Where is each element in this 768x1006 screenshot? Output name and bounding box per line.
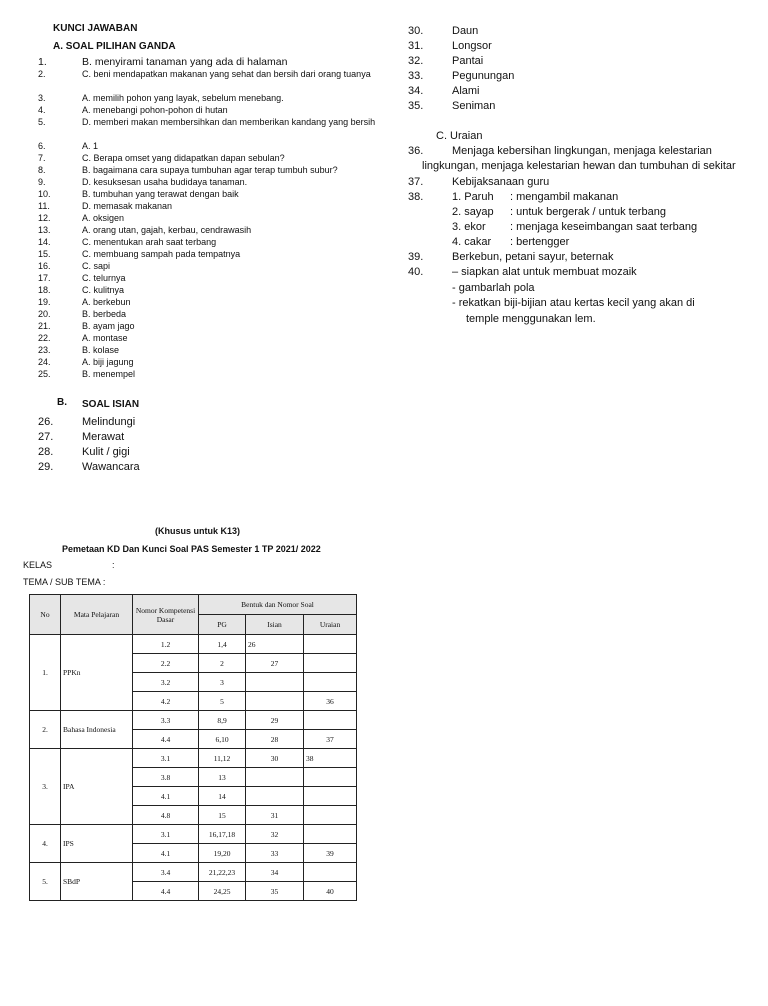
essay-item-36-line2: lingkungan, menjaga kelestarian hewan dan tumbuhan di sekitar <box>422 160 736 172</box>
uraian-questions <box>304 863 357 882</box>
item-answer: B. tumbuhan yang terawat dengan baik <box>82 189 239 199</box>
item-answer: Pegunungan <box>452 70 515 82</box>
item-number: 31. <box>408 40 424 52</box>
kd-number: 3.1 <box>133 749 199 768</box>
pg-questions: 21,22,23 <box>199 863 246 882</box>
isian-questions: 31 <box>246 806 304 825</box>
item-number: 22. <box>38 333 51 343</box>
essay-item-40-step2-cont: temple menggunakan lem. <box>466 313 596 325</box>
uraian-questions: 39 <box>304 844 357 863</box>
item-answer: Seniman <box>452 100 496 112</box>
item-answer: D. kesuksesan usaha budidaya tanaman. <box>82 177 248 187</box>
uraian-questions <box>304 654 357 673</box>
pg-questions: 6,10 <box>199 730 246 749</box>
isian-questions <box>246 787 304 806</box>
item-answer: A. menebangi pohon-pohon di hutan <box>82 105 228 115</box>
uraian-questions: 38 <box>304 749 357 768</box>
item-number: 8. <box>38 165 46 175</box>
mapping-title: Pemetaan KD Dan Kunci Soal PAS Semester 1 TP 2021/ 2022 <box>62 544 321 554</box>
isian-questions: 33 <box>246 844 304 863</box>
item-answer: C. sapi <box>82 261 111 271</box>
item-number: 19. <box>38 297 51 307</box>
uraian-questions <box>304 673 357 692</box>
kelas-colon: : <box>112 560 115 570</box>
bird-part-function: : mengambil makanan <box>510 191 619 203</box>
header-uraian: Uraian <box>304 615 357 635</box>
item-answer: Menjaga kebersihan lingkungan, menjaga kelestarian <box>452 145 712 157</box>
item-number: 21. <box>38 321 51 331</box>
isian-questions <box>246 692 304 711</box>
item-answer: Kulit / gigi <box>82 446 130 458</box>
item-answer: A. orang utan, gajah, kerbau, cendrawasih <box>82 225 252 235</box>
pg-questions: 13 <box>199 768 246 787</box>
kd-number: 4.4 <box>133 730 199 749</box>
item-number: 7. <box>38 153 46 163</box>
item-number: 24. <box>38 357 51 367</box>
item-number: 20. <box>38 309 51 319</box>
bird-part-name: 4. cakar <box>452 236 492 248</box>
item-number: 34. <box>408 85 424 97</box>
item-answer: B. bagaimana cara supaya tumbuhan agar terap tumbuh subur? <box>82 165 338 175</box>
item-answer: B. menempel <box>82 369 136 379</box>
item-answer: Daun <box>452 25 479 37</box>
kd-number: 3.1 <box>133 825 199 844</box>
uraian-questions <box>304 768 357 787</box>
isian-questions: 27 <box>246 654 304 673</box>
item-number: 5. <box>38 117 46 127</box>
item-answer: Longsor <box>452 40 492 52</box>
pg-questions: 3 <box>199 673 246 692</box>
item-number: 33. <box>408 70 424 82</box>
table-row <box>30 825 357 844</box>
item-answer: Pantai <box>452 55 484 67</box>
section-b-letter: B. <box>57 397 67 408</box>
pg-questions: 14 <box>199 787 246 806</box>
item-answer: A. montase <box>82 333 128 343</box>
row-number: 4. <box>30 825 61 863</box>
pg-questions: 5 <box>199 692 246 711</box>
pg-questions: 15 <box>199 806 246 825</box>
table-row <box>30 749 357 768</box>
item-answer: Kebijaksanaan guru <box>452 176 550 188</box>
table-row <box>30 635 357 654</box>
item-number: 3. <box>38 93 46 103</box>
header-isian: Isian <box>246 615 304 635</box>
kd-number: 3.3 <box>133 711 199 730</box>
item-answer: A. memilih pohon yang layak, sebelum menebang. <box>82 93 284 103</box>
item-answer: Alami <box>452 85 480 97</box>
subject-name: IPA <box>61 749 133 825</box>
item-number: 26. <box>38 416 54 428</box>
item-number: 1. <box>38 56 47 68</box>
kd-number: 3.4 <box>133 863 199 882</box>
section-b-title: SOAL ISIAN <box>82 399 140 410</box>
uraian-questions <box>304 711 357 730</box>
item-answer: A. oksigen <box>82 213 125 223</box>
isian-questions: 32 <box>246 825 304 844</box>
pg-questions: 24,25 <box>199 882 246 901</box>
isian-questions: 35 <box>246 882 304 901</box>
bird-part-function: : menjaga keseimbangan saat terbang <box>510 221 698 233</box>
item-answer: A. 1 <box>82 141 99 151</box>
kd-mapping-table <box>29 594 357 901</box>
subject-name: PPKn <box>61 635 133 711</box>
item-number: 15. <box>38 249 51 259</box>
uraian-questions: 37 <box>304 730 357 749</box>
kd-number: 4.1 <box>133 787 199 806</box>
subject-name: Bahasa Indonesia <box>61 711 133 749</box>
isian-questions <box>246 768 304 787</box>
header-no: No <box>30 595 61 635</box>
item-number: 11. <box>38 201 50 211</box>
item-answer: D. memberi makan membersihkan dan memberikan kandang yang bersih <box>82 117 376 127</box>
kd-number: 4.1 <box>133 844 199 863</box>
item-answer: A. berkebun <box>82 297 131 307</box>
item-answer: C. membuang sampah pada tempatnya <box>82 249 241 259</box>
isian-questions: 30 <box>246 749 304 768</box>
item-number: 18. <box>38 285 51 295</box>
isian-questions: 28 <box>246 730 304 749</box>
item-answer: B. kolase <box>82 345 120 355</box>
pg-questions: 1,4 <box>199 635 246 654</box>
row-number: 2. <box>30 711 61 749</box>
subject-name: IPS <box>61 825 133 863</box>
item-number: 27. <box>38 431 54 443</box>
item-answer: C. beni mendapatkan makanan yang sehat dan bersih dari orang tuanya <box>82 69 371 79</box>
essay-item-40-step2: - rekatkan biji-bijian atau kertas kecil yang akan di <box>452 297 695 309</box>
subject-name: SBdP <box>61 863 133 901</box>
item-answer: Melindungi <box>82 416 136 428</box>
item-number: 28. <box>38 446 54 458</box>
tema-label: TEMA / SUB TEMA : <box>23 577 106 587</box>
item-number: 36. <box>408 145 424 157</box>
uraian-questions <box>304 635 357 654</box>
kd-mapping-table-body <box>30 635 357 901</box>
bird-part-name: 1. Paruh <box>452 191 494 203</box>
doc-title: KUNCI JAWABAN <box>53 23 138 34</box>
kd-number: 4.8 <box>133 806 199 825</box>
bird-part-name: 2. sayap <box>452 206 494 218</box>
kd-number: 4.2 <box>133 692 199 711</box>
item-answer: A. biji jagung <box>82 357 134 367</box>
uraian-questions <box>304 787 357 806</box>
kd-number: 1.2 <box>133 635 199 654</box>
item-answer: C. Berapa omset yang didapatkan dapan sebulan? <box>82 153 285 163</box>
isian-questions <box>246 673 304 692</box>
kd-number: 3.2 <box>133 673 199 692</box>
item-number: 25. <box>38 369 51 379</box>
row-number: 5. <box>30 863 61 901</box>
isian-questions: 34 <box>246 863 304 882</box>
item-answer: D. memasak makanan <box>82 201 173 211</box>
row-number: 1. <box>30 635 61 711</box>
header-pg: PG <box>199 615 246 635</box>
k13-note: (Khusus untuk K13) <box>155 526 241 536</box>
essay-item-40-step1: - gambarlah pola <box>452 282 535 294</box>
item-number: 16. <box>38 261 51 271</box>
item-answer: C. kulitnya <box>82 285 125 295</box>
item-number: 12. <box>38 213 51 223</box>
item-answer: B. menyirami tanaman yang ada di halaman <box>82 56 288 68</box>
row-number: 3. <box>30 749 61 825</box>
item-number: 30. <box>408 25 424 37</box>
pg-questions: 11,12 <box>199 749 246 768</box>
section-a-title: A. SOAL PILIHAN GANDA <box>53 41 176 52</box>
item-answer: Merawat <box>82 431 125 443</box>
item-number: 37. <box>408 176 424 188</box>
uraian-questions: 36 <box>304 692 357 711</box>
uraian-questions: 40 <box>304 882 357 901</box>
pg-questions: 2 <box>199 654 246 673</box>
item-number: 14. <box>38 237 51 247</box>
item-number: 39. <box>408 251 424 263</box>
kd-number: 3.8 <box>133 768 199 787</box>
pg-questions: 19,20 <box>199 844 246 863</box>
item-number: 17. <box>38 273 51 283</box>
item-number: 6. <box>38 141 46 151</box>
bird-part-name: 3. ekor <box>452 221 486 233</box>
uraian-questions <box>304 825 357 844</box>
isian-questions: 29 <box>246 711 304 730</box>
item-answer: Wawancara <box>82 461 140 473</box>
kd-number: 2.2 <box>133 654 199 673</box>
item-number: 40. <box>408 266 424 278</box>
kd-number: 4.4 <box>133 882 199 901</box>
header-kd-number: Nomor Kompetensi Dasar <box>133 595 199 635</box>
uraian-questions <box>304 806 357 825</box>
item-number: 13. <box>38 225 51 235</box>
item-number: 29. <box>38 461 54 473</box>
section-c-title: C. Uraian <box>436 130 483 142</box>
item-number: 10. <box>38 189 51 199</box>
item-number: 35. <box>408 100 424 112</box>
item-answer: C. menentukan arah saat terbang <box>82 237 217 247</box>
pg-questions: 8,9 <box>199 711 246 730</box>
item-answer: B. ayam jago <box>82 321 135 331</box>
item-number: 4. <box>38 105 46 115</box>
item-number: 23. <box>38 345 51 355</box>
item-answer: – siapkan alat untuk membuat mozaik <box>452 266 637 278</box>
table-row <box>30 863 357 882</box>
table-row <box>30 711 357 730</box>
bird-part-function: : bertengger <box>510 236 570 248</box>
item-number: 32. <box>408 55 424 67</box>
item-answer: C. telurnya <box>82 273 126 283</box>
item-number: 9. <box>38 177 46 187</box>
kelas-label: KELAS <box>23 560 53 570</box>
item-answer: B. berbeda <box>82 309 127 319</box>
header-subject: Mata Pelajaran <box>61 595 133 635</box>
pg-questions: 16,17,18 <box>199 825 246 844</box>
item-answer: Berkebun, petani sayur, beternak <box>452 251 614 263</box>
header-question-type: Bentuk dan Nomor Soal <box>199 595 357 615</box>
item-number: 2. <box>38 69 46 79</box>
isian-questions: 26 <box>246 635 304 654</box>
bird-part-function: : untuk bergerak / untuk terbang <box>510 206 666 218</box>
item-number: 38. <box>408 191 424 203</box>
